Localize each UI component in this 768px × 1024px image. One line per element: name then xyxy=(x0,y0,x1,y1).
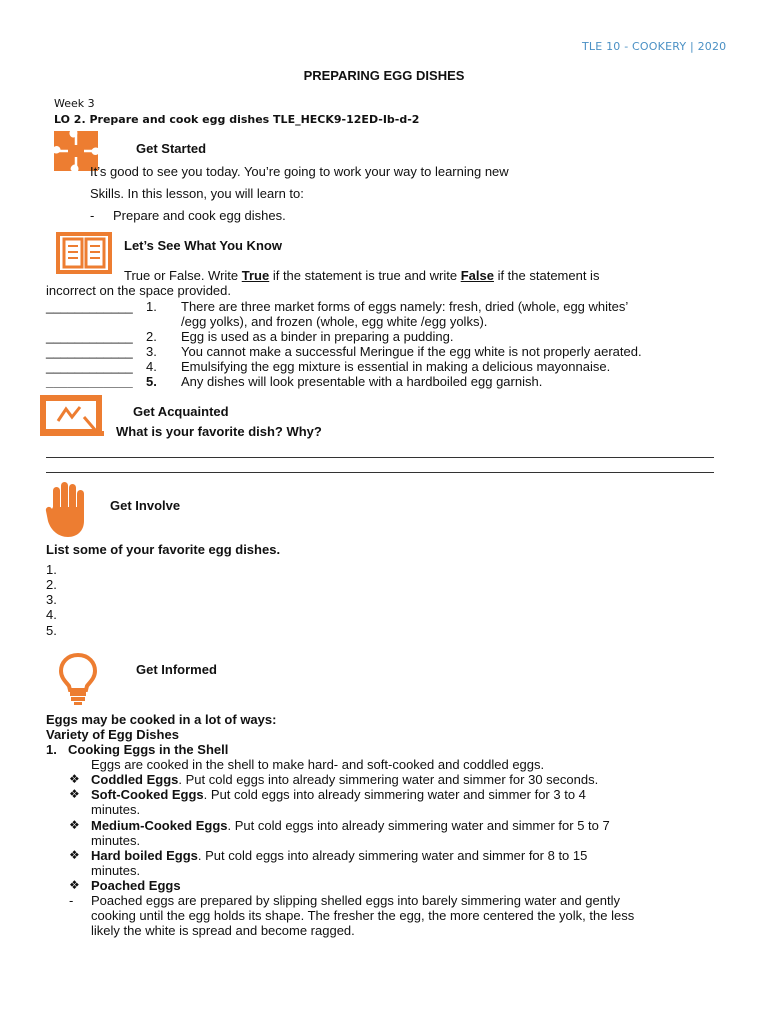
lightbulb-icon xyxy=(58,652,98,706)
quiz-item-1: ____________ 1. There are three market forms of eggs namely: fresh, dried (whole, egg whites’ xyxy=(46,299,629,314)
get-started-line-2: Skills. In this lesson, you will learn to: xyxy=(90,186,304,201)
answer-blank[interactable]: ____________ xyxy=(46,344,133,359)
method-soft-cooked-cont: minutes. xyxy=(91,802,141,817)
diamond-bullet-icon: ❖ xyxy=(69,772,80,786)
favorite-dishes-prompt: List some of your favorite egg dishes. xyxy=(46,542,281,557)
list-item[interactable]: 4. xyxy=(46,607,57,622)
answer-blank[interactable]: ____________ xyxy=(46,329,133,344)
diamond-bullet-icon: ❖ xyxy=(69,818,80,832)
method-medium-cooked-cont: minutes. xyxy=(91,833,141,848)
true-false-instructions-cont: incorrect on the space provided. xyxy=(46,283,231,298)
answer-line-1[interactable] xyxy=(46,457,714,458)
method-hard-boiled: Hard boiled Eggs. Put cold eggs into already simmering water and simmer for 8 to 15 xyxy=(91,848,588,863)
diamond-bullet-icon: ❖ xyxy=(69,878,80,892)
section-1-number: 1. xyxy=(46,742,57,757)
method-hard-boiled-cont: minutes. xyxy=(91,863,141,878)
section-1-text: Eggs are cooked in the shell to make hard- and soft-cooked and coddled eggs. xyxy=(91,757,545,772)
eggs-cooked-lead: Eggs may be cooked in a lot of ways: xyxy=(46,712,277,727)
get-started-line-1: It’s good to see you today. You’re going to work your way to learning new xyxy=(90,164,509,179)
method-soft-cooked: Soft-Cooked Eggs. Put cold eggs into already simmering water and simmer for 3 to 4 xyxy=(91,787,586,802)
get-started-bullet-dash: - xyxy=(90,208,95,223)
favorite-dish-question: What is your favorite dish? Why? xyxy=(116,424,322,439)
learning-objective: LO 2. Prepare and cook egg dishes TLE_HECK9-12ED-Ib-d-2 xyxy=(54,113,420,126)
quiz-item-4: ____________ 4. Emulsifying the egg mixture is essential in making a delicious mayonnaise. xyxy=(46,359,611,374)
method-coddled: Coddled Eggs. Put cold eggs into already simmering water and simmer for 30 seconds. xyxy=(91,772,599,787)
get-started-heading: Get Started xyxy=(136,141,207,156)
true-false-instructions: True or False. Write True if the statement is true and write False if the statement is xyxy=(124,268,600,283)
week-label: Week 3 xyxy=(54,97,95,110)
poached-dash: - xyxy=(69,893,74,908)
list-item[interactable]: 5. xyxy=(46,623,57,638)
poached-line-1: Poached eggs are prepared by slipping shelled eggs into barely simmering water and gently xyxy=(91,893,620,908)
quiz-item-5: ____________ 5. Any dishes will look presentable with a hardboiled egg garnish. xyxy=(46,374,543,389)
page-title: PREPARING EGG DISHES xyxy=(303,68,465,83)
diamond-bullet-icon: ❖ xyxy=(69,848,80,862)
poached-line-2: cooking until the egg holds its shape. The fresher the egg, the more centered the yolk, the less xyxy=(91,908,635,923)
diamond-bullet-icon: ❖ xyxy=(69,787,80,801)
get-acquainted-heading: Get Acquainted xyxy=(133,404,229,419)
answer-blank[interactable]: ____________ xyxy=(46,374,133,389)
list-item[interactable]: 2. xyxy=(46,577,57,592)
list-item[interactable]: 3. xyxy=(46,592,57,607)
quiz-item-1-cont: /egg yolks), and frozen (whole, egg white /egg yolks). xyxy=(181,314,488,329)
get-started-bullet: Prepare and cook egg dishes. xyxy=(113,208,286,223)
answer-line-2[interactable] xyxy=(46,472,714,473)
poached-heading: Poached Eggs xyxy=(91,878,181,893)
quiz-item-2: ____________ 2. Egg is used as a binder in preparing a pudding. xyxy=(46,329,454,344)
list-item[interactable]: 1. xyxy=(46,562,57,577)
variety-heading: Variety of Egg Dishes xyxy=(46,727,179,742)
poached-line-3: likely the white is spread and become ragged. xyxy=(91,923,355,938)
method-medium-cooked: Medium-Cooked Eggs. Put cold eggs into already simmering water and simmer for 5 to 7 xyxy=(91,818,610,833)
get-informed-heading: Get Informed xyxy=(136,662,217,677)
answer-blank[interactable]: ____________ xyxy=(46,299,133,314)
hand-icon xyxy=(45,481,89,539)
section-1-heading: Cooking Eggs in the Shell xyxy=(68,742,229,757)
quiz-item-3: ____________ 3. You cannot make a successful Meringue if the egg white is not properly aerated. xyxy=(46,344,642,359)
answer-blank[interactable]: ____________ xyxy=(46,359,133,374)
whiteboard-icon xyxy=(40,395,104,437)
get-involve-heading: Get Involve xyxy=(110,498,181,513)
lets-see-heading: Let’s See What You Know xyxy=(124,238,282,253)
document-header: TLE 10 - COOKERY | 2020 xyxy=(582,40,727,53)
book-icon xyxy=(56,232,112,274)
